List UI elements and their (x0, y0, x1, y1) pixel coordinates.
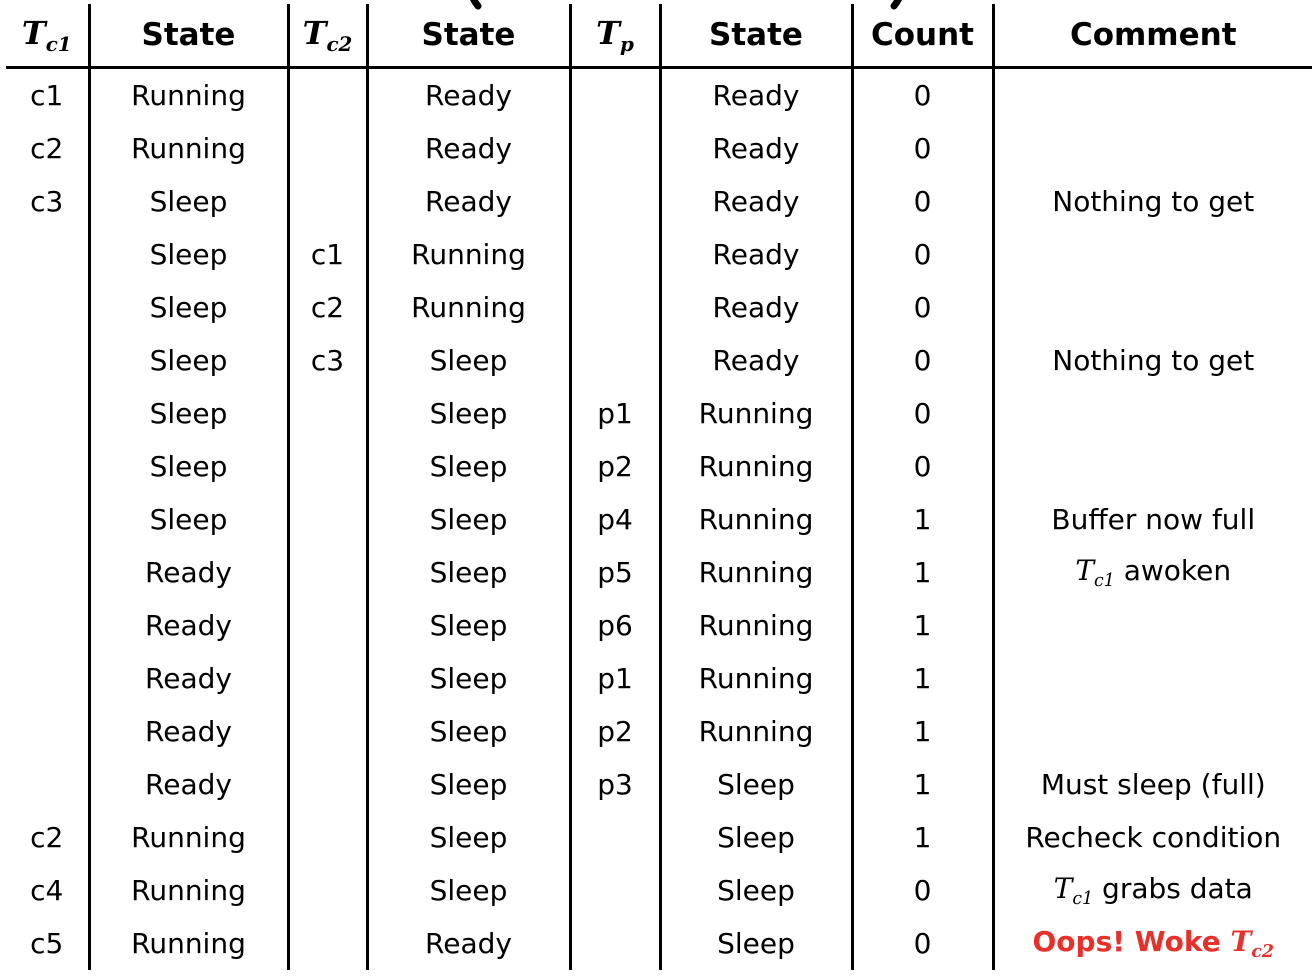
cell-tc1-state: Ready (89, 599, 288, 652)
cell-comment (993, 122, 1312, 175)
cell-comment (993, 917, 1312, 970)
cell-comment: Buffer now full (993, 493, 1312, 546)
cell-tp-step (570, 228, 660, 281)
table-row (6, 864, 1312, 917)
cell-tp-step: p2 (570, 440, 660, 493)
header-row (6, 4, 1312, 68)
comment-thread-symbol: $T_{c2}$ (1230, 924, 1274, 963)
cell-tc2-step (288, 440, 367, 493)
cell-tp-step: p6 (570, 599, 660, 652)
cell-tc2-state: Running (367, 281, 570, 334)
cell-tp-state: Sleep (660, 864, 852, 917)
cell-tc1-state: Ready (89, 546, 288, 599)
cell-tc1-step: c2 (30, 821, 64, 854)
cell-tc2-state: Sleep (367, 387, 570, 440)
cell-tc1-state: Running (89, 811, 288, 864)
cell-tc2-state: Sleep (367, 599, 570, 652)
table-row (6, 334, 1312, 387)
cell-tp-step: p4 (570, 493, 660, 546)
cell-count: 0 (852, 917, 993, 970)
cell-count: 0 (852, 228, 993, 281)
table-row (6, 705, 1312, 758)
cell-tc1-state: Ready (89, 705, 288, 758)
cell-comment (993, 281, 1312, 334)
cell-tc2-step (288, 546, 367, 599)
cell-tp-step (570, 811, 660, 864)
cell-count: 0 (852, 864, 993, 917)
cell-tc2-step (288, 705, 367, 758)
cell-tp-state: Running (660, 705, 852, 758)
table-row (6, 493, 1312, 546)
cell-tc1-state: Sleep (89, 493, 288, 546)
cell-tc1-step (6, 228, 89, 281)
cell-tc2-state: Ready (367, 68, 570, 123)
cell-comment (993, 68, 1312, 123)
comment-alert: Oops! Woke $T_{c2}$ (1032, 924, 1274, 963)
cell-tp-state: Ready (660, 175, 852, 228)
cell-tp-step (570, 68, 660, 123)
cell-tc1-step: c2 (30, 132, 64, 165)
table-row (6, 599, 1312, 652)
cell-tp-step: p1 (570, 652, 660, 705)
cell-tc1-step (6, 546, 89, 599)
table-row (6, 917, 1312, 970)
cell-tp-step: p3 (570, 758, 660, 811)
cell-tc1-state: Running (89, 68, 288, 123)
cell-comment: Nothing to get (993, 175, 1312, 228)
cell-tp-state: Running (660, 546, 852, 599)
cell-tc1-state: Sleep (89, 281, 288, 334)
cell-comment (993, 228, 1312, 281)
cell-count: 1 (852, 758, 993, 811)
cell-tc1-state: Sleep (89, 440, 288, 493)
cell-tc1-step (6, 387, 89, 440)
cell-tp-step (570, 175, 660, 228)
cell-tp-step: p2 (570, 705, 660, 758)
cell-count: 1 (852, 811, 993, 864)
cell-tc1-state: Running (89, 864, 288, 917)
cell-count: 1 (852, 652, 993, 705)
cell-tc1-step: c1 (30, 79, 64, 112)
cell-tp-step (570, 122, 660, 175)
cell-tc2-state: Sleep (367, 864, 570, 917)
cell-tp-step (570, 334, 660, 387)
table-row (6, 546, 1312, 599)
cell-tp-state: Ready (660, 68, 852, 123)
cell-count: 0 (852, 440, 993, 493)
cell-tc1-step (6, 493, 89, 546)
cell-tp-state: Ready (660, 228, 852, 281)
cell-tc2-step: c2 (288, 281, 367, 334)
cell-tp-state: Sleep (660, 758, 852, 811)
cell-count: 1 (852, 705, 993, 758)
table-row (6, 387, 1312, 440)
table-row (6, 440, 1312, 493)
cell-count: 0 (852, 334, 993, 387)
cell-tp-step (570, 864, 660, 917)
table-row (6, 228, 1312, 281)
cell-tc2-step (288, 175, 367, 228)
state-trace-table (6, 4, 1312, 970)
cell-tc1-state: Ready (89, 652, 288, 705)
cell-tc2-step (288, 493, 367, 546)
table-row (6, 652, 1312, 705)
cell-tp-step: p1 (570, 387, 660, 440)
cell-comment (993, 387, 1312, 440)
table-row (6, 175, 1312, 228)
cell-tc1-step (6, 281, 89, 334)
cell-comment (993, 546, 1312, 599)
cell-comment: Must sleep (full) (993, 758, 1312, 811)
cell-count: 0 (852, 281, 993, 334)
cell-tc2-state: Ready (367, 122, 570, 175)
cell-tc2-state: Sleep (367, 493, 570, 546)
cell-count: 1 (852, 546, 993, 599)
header-comment: Comment (993, 4, 1312, 68)
comment-thread-symbol: $T_{c1}$ (1075, 553, 1115, 592)
comment-text: grabs data (1102, 871, 1253, 905)
cell-tp-state: Running (660, 493, 852, 546)
cell-comment: Nothing to get (993, 334, 1312, 387)
cell-tc2-step (288, 758, 367, 811)
cell-tp-step: p5 (570, 546, 660, 599)
cell-tc1-step: c4 (30, 874, 64, 907)
cell-tp-state: Ready (660, 281, 852, 334)
cell-tp-state: Ready (660, 334, 852, 387)
cell-tc1-step: c5 (30, 927, 64, 960)
table-row (6, 68, 1312, 123)
cell-tp-state: Sleep (660, 811, 852, 864)
cell-tc2-state: Sleep (367, 705, 570, 758)
cell-tc2-state: Sleep (367, 758, 570, 811)
header-tc1: $T_{c1}$ (6, 4, 89, 68)
cell-tc1-state: Running (89, 917, 288, 970)
cell-count: 0 (852, 68, 993, 123)
cell-comment (993, 652, 1312, 705)
cell-tc2-step (288, 599, 367, 652)
cell-tc1-step (6, 599, 89, 652)
trace-body (6, 68, 1312, 971)
cell-tc1-step (6, 705, 89, 758)
comment-text: awoken (1123, 553, 1232, 587)
cell-tc2-step (288, 811, 367, 864)
table-row (6, 811, 1312, 864)
cell-tp-state: Ready (660, 122, 852, 175)
header-count: Count (852, 4, 993, 68)
cell-tc1-state: Sleep (89, 228, 288, 281)
cell-tp-state: Sleep (660, 917, 852, 970)
cell-tc2-step (288, 122, 367, 175)
cell-tc2-state: Ready (367, 175, 570, 228)
comment-thread-symbol: $T_{c1}$ (1053, 871, 1094, 910)
cell-tp-state: Running (660, 387, 852, 440)
cell-tc1-state: Sleep (89, 334, 288, 387)
header-state-c1: State (89, 4, 288, 68)
cell-tc2-step: c3 (288, 334, 367, 387)
cell-tc2-state: Sleep (367, 440, 570, 493)
cell-tc2-state: Sleep (367, 652, 570, 705)
cell-tc2-state: Sleep (367, 334, 570, 387)
cell-tc2-state: Sleep (367, 811, 570, 864)
cell-tc1-state: Ready (89, 758, 288, 811)
cell-count: 0 (852, 387, 993, 440)
cell-tp-step (570, 917, 660, 970)
header-state-c2: State (367, 4, 570, 68)
cell-tc1-step (6, 652, 89, 705)
cell-tc1-state: Sleep (89, 387, 288, 440)
cell-comment: Recheck condition (993, 811, 1312, 864)
cell-tc2-step: c1 (288, 228, 367, 281)
cell-tc1-step (6, 440, 89, 493)
cell-tc2-step (288, 387, 367, 440)
header-tc2: $T_{c2}$ (288, 4, 367, 68)
cell-tc2-state: Ready (367, 917, 570, 970)
cell-tp-state: Running (660, 599, 852, 652)
cell-tc1-step (6, 758, 89, 811)
cell-tc2-step (288, 864, 367, 917)
cell-count: 1 (852, 599, 993, 652)
cell-comment (993, 705, 1312, 758)
cell-tc1-state: Running (89, 122, 288, 175)
cell-tc1-step (6, 334, 89, 387)
cell-tc2-step (288, 917, 367, 970)
table-row (6, 281, 1312, 334)
cell-comment (993, 864, 1312, 917)
cell-count: 0 (852, 122, 993, 175)
cell-tc1-state: Sleep (89, 175, 288, 228)
cell-tp-state: Running (660, 652, 852, 705)
header-state-p: State (660, 4, 852, 68)
table-row (6, 758, 1312, 811)
cell-count: 1 (852, 493, 993, 546)
cell-tc2-step (288, 652, 367, 705)
cell-tc2-state: Sleep (367, 546, 570, 599)
cell-tc1-step: c3 (30, 185, 64, 218)
cell-tp-step (570, 281, 660, 334)
cell-comment (993, 440, 1312, 493)
cell-count: 0 (852, 175, 993, 228)
cell-tc2-state: Running (367, 228, 570, 281)
table-row (6, 122, 1312, 175)
header-tp: $T_p$ (570, 4, 660, 68)
cell-tp-state: Running (660, 440, 852, 493)
cell-comment (993, 599, 1312, 652)
cell-tc2-step (288, 68, 367, 123)
